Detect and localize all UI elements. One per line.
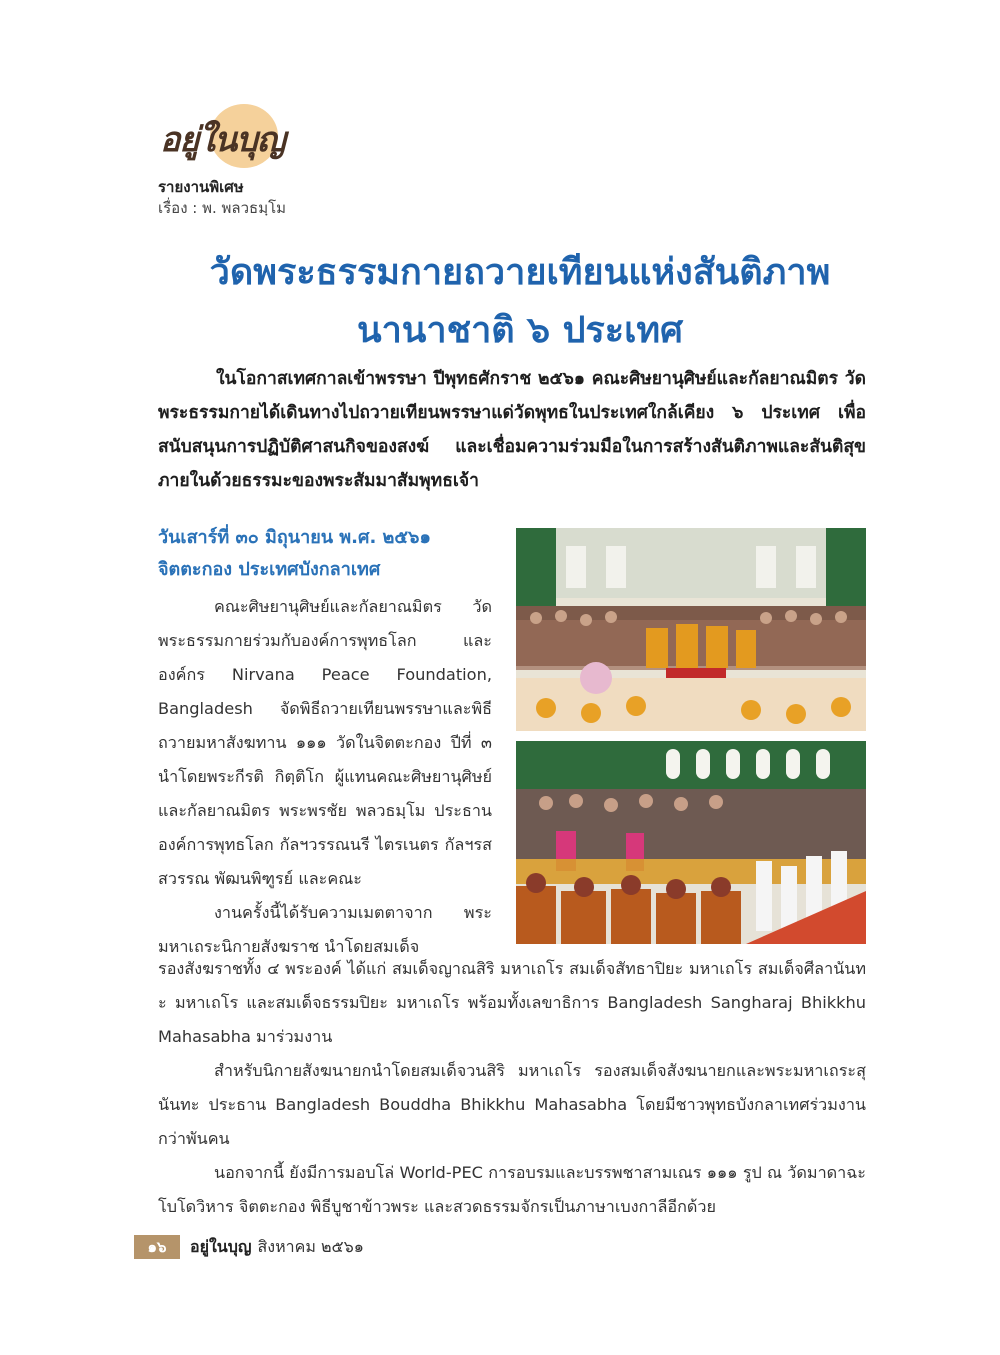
event-location: จิตตะกอง ประเทศบังกลาเทศ — [158, 559, 381, 580]
byline: เรื่อง : พ. พลวธมฺโม — [158, 199, 287, 217]
full-width-body — [158, 952, 866, 1224]
section-label: รายงานพิเศษ — [158, 178, 244, 196]
title-line-1: วัดพระธรรมกายถวายเทียนแห่งสันติภาพ — [209, 252, 831, 293]
body-paragraph-2-start-text: งานครั้งนี้ได้รับความเมตตาจาก พระมหาเถระนิกายสังฆราช นำโดยสมเด็จ — [158, 903, 492, 956]
ceremony-photo-2 — [516, 741, 866, 944]
body-paragraph-2-end: รองสังฆราชทั้ง ๔ พระองค์ ได้แก่ สมเด็จญาณสิริ มหาเถโร สมเด็จสัทธาปิยะ มหาเถโร สมเด็จศีลานันทะ มหาเถโร และสมเด็จธรรมปิยะ มหาเถโร พร้อมทั้งเลขาธิการ Bangladesh Sangharaj Bhikkhu Mahasabha มาร่วมงาน — [158, 959, 866, 1046]
left-column — [158, 590, 492, 964]
ceremony-photo-1 — [516, 528, 866, 731]
event-heading — [158, 522, 498, 586]
title-line-2: นานาชาติ ๖ ประเทศ — [356, 310, 683, 351]
magazine-logo — [158, 104, 288, 170]
page-number: ๑๖ — [134, 1235, 180, 1259]
event-date: วันเสาร์ที่ ๓๐ มิถุนายน พ.ศ. ๒๕๖๑ — [158, 527, 431, 548]
article-title — [150, 244, 890, 360]
footer-magazine-name: อยู่ในบุญ — [190, 1236, 252, 1256]
body-paragraph-3 — [158, 1054, 866, 1156]
footer-issue: สิงหาคม ๒๕๖๑ — [257, 1236, 364, 1256]
page-footer — [134, 1235, 364, 1259]
body-paragraph-4-text: นอกจากนี้ ยังมีการมอบโล่ World-PEC การอบรมและบรรพชาสามเณร ๑๑๑ รูป ณ วัดมาดาฉะ โบโดวิหาร จิตตะกอง พิธีบูชาข้าวพระ และสวดธรรมจักรเป็นภาษาเบงกาลีอีกด้วย — [158, 1163, 866, 1216]
intro-text: ในโอกาสเทศกาลเข้าพรรษา ปีพุทธศักราช ๒๕๖๑ คณะศิษยานุศิษย์และกัลยาณมิตร วัดพระธรรมกายได้เดินทางไปถวายเทียนพรรษาแด่วัดพุทธในประเทศใกล้เคียง ๖ ประเทศ เพื่อสนับสนุนการปฏิบัติศาสนกิจของสงฆ์ และเชื่อมความร่วมมือในการสร้างสันติภาพและสันติสุขภายในด้วยธรรมะของพระสัมมาสัมพุทธเจ้า — [158, 369, 866, 491]
ceremony-photo-2-image — [516, 741, 866, 944]
body-paragraph-3-text: สำหรับนิกายสังฆนายกนำโดยสมเด็จวนสิริ มหาเถโร รองสมเด็จสังฆนายกและพระมหาเถระสุนันทะ ประธาน Bangladesh Bouddha Bhikkhu Mahasabha โดยมีชาวพุทธบังกลาเทศร่วมงานกว่าพันคน — [158, 1061, 866, 1148]
logo-text: อยู่ในบุญ — [160, 120, 285, 160]
intro-paragraph — [158, 362, 866, 498]
body-paragraph-1 — [158, 590, 492, 896]
ceremony-photo-1-image — [516, 528, 866, 731]
body-paragraph-1-text: คณะศิษยานุศิษย์และกัลยาณมิตร วัดพระธรรมกายร่วมกับองค์การพุทธโลก และองค์กร Nirvana Peace Foundation, Bangladesh จัดพิธีถวายเทียนพรรษาและพิธีถวายมหาสังฆทาน ๑๑๑ วัดในจิตตะกอง ปีที่ ๓ นำโดยพระกีรติ กิตฺติโก ผู้แทนคณะศิษยานุศิษย์และกัลยาณมิตร พระพรชัย พลวธมฺโม ประธานองค์การพุทธโลก กัลฯวรรณนรี ไตรเนตร กัลฯรสสวรรณ พัฒนพิฑูรย์ และคณะ — [158, 597, 492, 888]
body-paragraph-4 — [158, 1156, 866, 1224]
